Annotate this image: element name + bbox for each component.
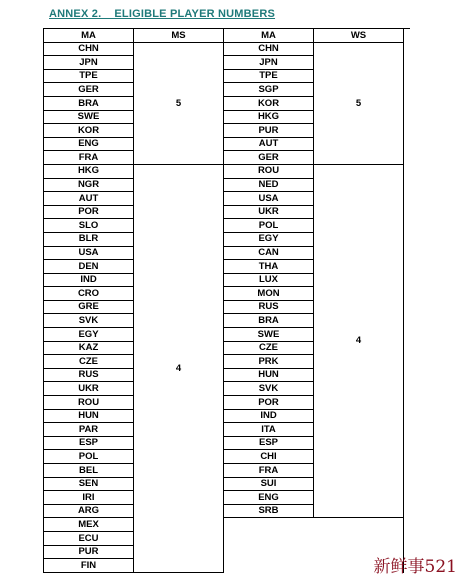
men-association-cell: ESP <box>44 437 134 451</box>
men-association-cell: KOR <box>44 124 134 138</box>
women-association-cell: PUR <box>224 124 314 138</box>
men-association-cell: ARG <box>44 505 134 519</box>
women-association-cell: SRB <box>224 505 314 519</box>
women-association-cell: KOR <box>224 97 314 111</box>
women-association-cell: ITA <box>224 423 314 437</box>
women-eligible-number: 4 <box>314 165 404 518</box>
men-association-cell: NGR <box>44 179 134 193</box>
men-association-cell: PAR <box>44 423 134 437</box>
women-association-cell: PRK <box>224 355 314 369</box>
women-association-cell: TPE <box>224 70 314 84</box>
women-association-cell: JPN <box>224 56 314 70</box>
women-association-cell: EGY <box>224 233 314 247</box>
column-header: MS <box>134 29 224 43</box>
annex-title: ANNEX 2. ELIGIBLE PLAYER NUMBERS <box>49 8 276 20</box>
men-association-cell: ENG <box>44 138 134 152</box>
women-association-cell: CHN <box>224 43 314 57</box>
men-association-cell: BRA <box>44 97 134 111</box>
women-association-cell: SWE <box>224 328 314 342</box>
women-eligible-number: 5 <box>314 43 404 165</box>
men-association-cell: GER <box>44 83 134 97</box>
men-association-cell: FIN <box>44 559 134 573</box>
women-association-cell: ENG <box>224 491 314 505</box>
men-association-cell: UKR <box>44 382 134 396</box>
men-association-cell: RUS <box>44 369 134 383</box>
men-association-cell: IRI <box>44 491 134 505</box>
men-association-cell: KAZ <box>44 342 134 356</box>
women-association-cell: USA <box>224 192 314 206</box>
men-association-cell: POL <box>44 450 134 464</box>
women-association-cell: GER <box>224 151 314 165</box>
women-association-cell: CAN <box>224 247 314 261</box>
men-eligible-number: 5 <box>134 43 224 165</box>
men-association-cell: BEL <box>44 464 134 478</box>
men-association-cell: HKG <box>44 165 134 179</box>
men-association-cell: EGY <box>44 328 134 342</box>
men-association-cell: CHN <box>44 43 134 57</box>
column-header: MA <box>224 29 314 43</box>
women-association-cell: ESP <box>224 437 314 451</box>
men-eligible-number: 4 <box>134 165 224 573</box>
women-association-cell: SUI <box>224 478 314 492</box>
men-association-cell: CZE <box>44 355 134 369</box>
women-association-cell: BRA <box>224 314 314 328</box>
men-association-cell: USA <box>44 247 134 261</box>
column-header: MA <box>44 29 134 43</box>
men-association-cell: GRE <box>44 301 134 315</box>
eligible-player-table <box>43 28 410 573</box>
men-association-cell: MEX <box>44 518 134 532</box>
men-association-cell: TPE <box>44 70 134 84</box>
women-association-cell: THA <box>224 260 314 274</box>
women-association-cell: POR <box>224 396 314 410</box>
women-association-cell: NED <box>224 179 314 193</box>
men-association-cell: ROU <box>44 396 134 410</box>
men-association-cell: SWE <box>44 111 134 125</box>
women-association-cell: ROU <box>224 165 314 179</box>
men-association-cell: PUR <box>44 546 134 560</box>
women-association-cell: SGP <box>224 83 314 97</box>
women-association-cell: HKG <box>224 111 314 125</box>
women-association-cell: HUN <box>224 369 314 383</box>
men-association-cell: AUT <box>44 192 134 206</box>
women-association-cell: UKR <box>224 206 314 220</box>
women-association-cell: MON <box>224 287 314 301</box>
women-association-cell: POL <box>224 219 314 233</box>
men-association-cell: SEN <box>44 478 134 492</box>
women-association-cell: SVK <box>224 382 314 396</box>
women-association-cell: CZE <box>224 342 314 356</box>
women-association-cell: RUS <box>224 301 314 315</box>
women-association-cell: IND <box>224 410 314 424</box>
men-association-cell: POR <box>44 206 134 220</box>
men-association-cell: SVK <box>44 314 134 328</box>
men-association-cell: IND <box>44 274 134 288</box>
watermark: 新鲜事521 <box>373 557 457 577</box>
men-association-cell: DEN <box>44 260 134 274</box>
women-association-cell: CHI <box>224 450 314 464</box>
men-association-cell: FRA <box>44 151 134 165</box>
men-association-cell: JPN <box>44 56 134 70</box>
column-header: WS <box>314 29 404 43</box>
men-association-cell: BLR <box>44 233 134 247</box>
men-association-cell: ECU <box>44 532 134 546</box>
women-association-cell: AUT <box>224 138 314 152</box>
women-association-cell: LUX <box>224 274 314 288</box>
women-association-cell: FRA <box>224 464 314 478</box>
men-association-cell: HUN <box>44 410 134 424</box>
men-association-cell: SLO <box>44 219 134 233</box>
men-association-cell: CRO <box>44 287 134 301</box>
